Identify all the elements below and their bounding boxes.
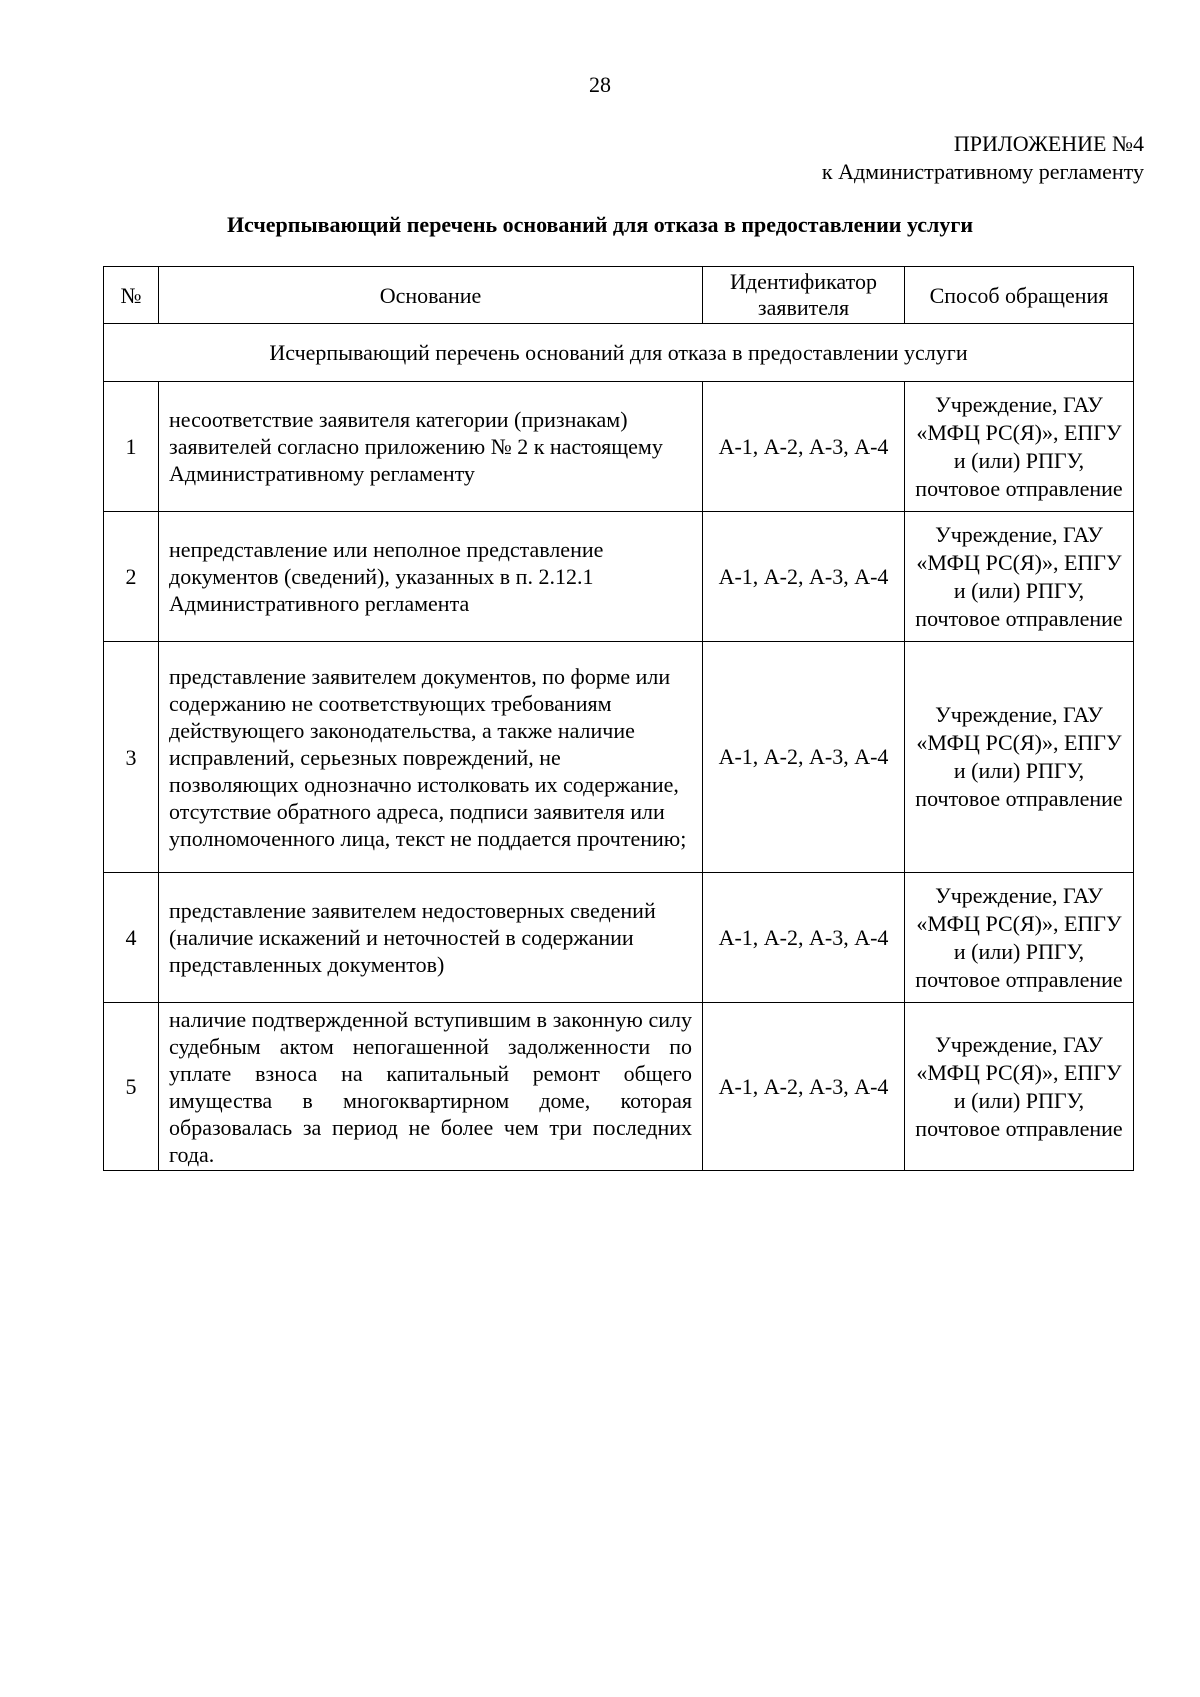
appendix-heading (822, 130, 1144, 186)
row-num: 3 (104, 642, 159, 873)
row-basis: непредставление или неполное представление документов (сведений), указанных в п. 2.12.1 Административного регламента (159, 512, 703, 642)
section-title: Исчерпывающий перечень оснований для отказа в предоставлении услуги (104, 324, 1134, 382)
row-basis: представление заявителем недостоверных сведений (наличие искажений и неточностей в содержании представленных документов) (159, 873, 703, 1003)
header-applicant-id: Идентификатор заявителя (703, 267, 905, 324)
row-applicant-id: А-1, А-2, А-3, А-4 (703, 1003, 905, 1171)
row-method: Учреждение, ГАУ «МФЦ РС(Я)», ЕПГУ и (или) РПГУ, почтовое отправление (905, 512, 1134, 642)
document-title: Исчерпывающий перечень оснований для отказа в предоставлении услуги (226, 212, 974, 237)
row-applicant-id: А-1, А-2, А-3, А-4 (703, 873, 905, 1003)
row-num: 2 (104, 512, 159, 642)
row-basis: представление заявителем документов, по форме или содержанию не соответствующих требованиям действующего законодательства, а также наличие исправлений, серьезных повреждений, не позволяющих однозначно истолковать их содержание, отсутствие обратного адреса, подписи заявителя или уполномоченного лица, текст не поддается прочтению; (159, 642, 703, 873)
header-method: Способ обращения (905, 267, 1134, 324)
table-header-row (104, 267, 1134, 324)
row-method: Учреждение, ГАУ «МФЦ РС(Я)», ЕПГУ и (или) РПГУ, почтовое отправление (905, 1003, 1134, 1171)
row-applicant-id: А-1, А-2, А-3, А-4 (703, 512, 905, 642)
table-row (104, 512, 1134, 642)
row-method: Учреждение, ГАУ «МФЦ РС(Я)», ЕПГУ и (или) РПГУ, почтовое отправление (905, 642, 1134, 873)
table-row (104, 873, 1134, 1003)
table-section-row (104, 324, 1134, 382)
table-row (104, 382, 1134, 512)
row-num: 1 (104, 382, 159, 512)
row-basis: наличие подтвержденной вступившим в законную силу судебным актом непогашенной задолженности по уплате взноса на капитальный ремонт общего имущества в многоквартирном доме, которая образовалась за период не более чем три последних года. (159, 1003, 703, 1171)
header-num: № (104, 267, 159, 324)
row-applicant-id: А-1, А-2, А-3, А-4 (703, 642, 905, 873)
row-basis: несоответствие заявителя категории (признакам) заявителей согласно приложению № 2 к настоящему Административному регламенту (159, 382, 703, 512)
table-row (104, 1003, 1134, 1171)
row-method: Учреждение, ГАУ «МФЦ РС(Я)», ЕПГУ и (или) РПГУ, почтовое отправление (905, 873, 1134, 1003)
table-row (104, 642, 1134, 873)
appendix-reference: к Административному регламенту (821, 159, 1144, 184)
row-method: Учреждение, ГАУ «МФЦ РС(Я)», ЕПГУ и (или) РПГУ, почтовое отправление (905, 382, 1134, 512)
page-number: 28 (589, 72, 611, 97)
row-num: 5 (104, 1003, 159, 1171)
header-basis: Основание (159, 267, 703, 324)
row-applicant-id: А-1, А-2, А-3, А-4 (703, 382, 905, 512)
appendix-label: ПРИЛОЖЕНИЕ №4 (953, 131, 1144, 156)
row-num: 4 (104, 873, 159, 1003)
refusal-grounds-table (103, 266, 1134, 1171)
